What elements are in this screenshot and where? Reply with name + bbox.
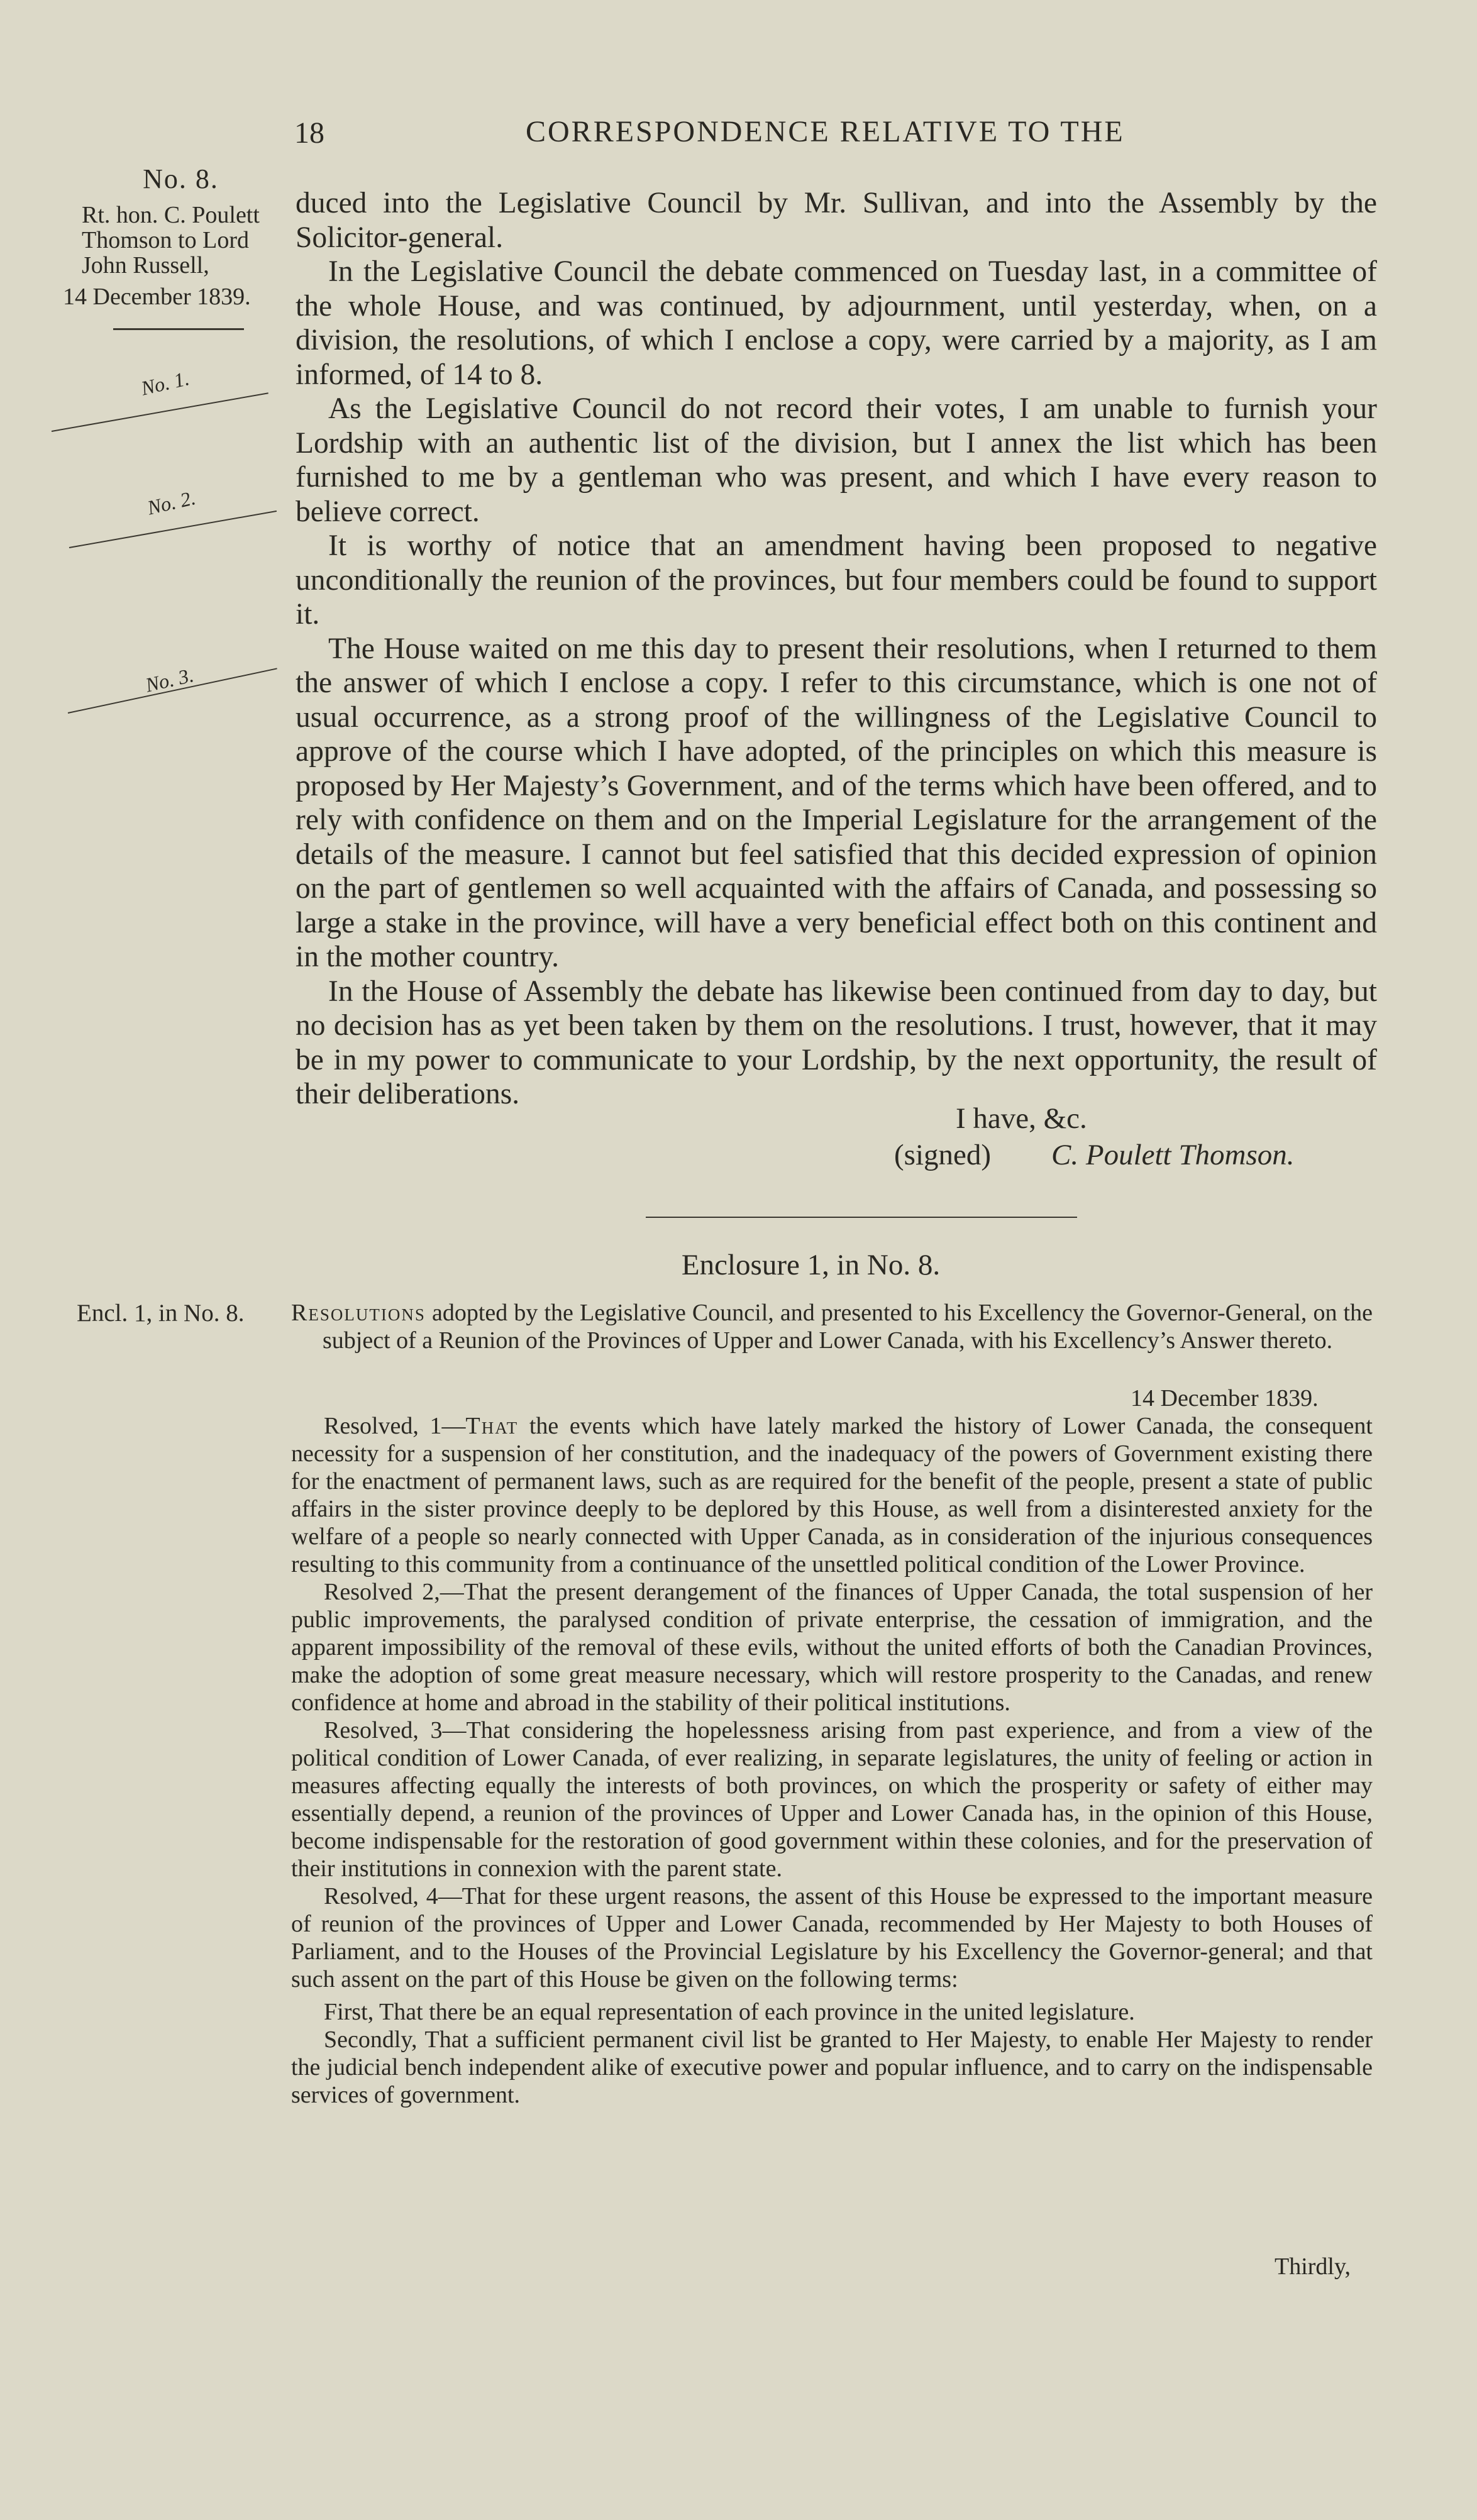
sidenote-text <box>82 202 305 278</box>
term-2: Secondly, That a sufficient permanent civil list be granted to Her Majesty, to enable Her Majesty to render the judicial bench independent alike of executive power and popular influence, and to carry on the indispensable services of government. <box>291 2026 1373 2108</box>
r1-sc: That <box>465 1413 519 1439</box>
resolution-1 <box>291 1412 1373 1578</box>
sidenote-date: 14 December 1839. <box>63 284 251 310</box>
resolution-3: Resolved, 3—That considering the hopelessness arising from past experience, and from a view of the political condition of Lower Canada, of ever realizing, in separate legislatures, the unity of feeling or action in measures affecting equally the interests of both provinces, on which the prosperity or safety of either may essentially depend, a reunion of the provinces of Upper and Lower Canada has, in the opinion of this House, become indispensable for the restoration of good government within these colonies, and for the preservation of their institutions in connexion with the parent state. <box>291 1717 1373 1882</box>
sidenote <box>69 163 292 194</box>
letter-paragraph: It is worthy of notice that an amendment having been proposed to negative unconditionally the reunion of the provinces, but four members could be found to support it. <box>296 529 1377 631</box>
signature: C. Poulett Thomson. <box>1051 1139 1295 1171</box>
letter-paragraph: As the Legislative Council do not record their votes, I am unable to furnish your Lordship with an authentic list of the division, but I annex the list which has been furnished to me by a gentleman who was present, and which I have every reason to believe correct. <box>296 392 1377 528</box>
letter-paragraph: duced into the Legislative Council by Mr. Sullivan, and into the Assembly by the Solicitor-general. <box>296 187 1377 254</box>
letter-paragraph: In the House of Assembly the debate has likewise been continued from day to day, but no decision has as yet been taken by them on the resolutions. I trust, however, that it may be in my power to communicate to your Lordship, by the next opportunity, the result of their deliberations. <box>296 975 1377 1110</box>
margin-ref-no1: No. 1. <box>138 367 192 400</box>
enclosure-heading <box>291 1299 1373 1354</box>
enclosure-date: 14 December 1839. <box>1131 1385 1319 1412</box>
running-title: CORRESPONDENCE RELATIVE TO THE <box>526 115 1125 148</box>
r1-lead: Resolved, 1— <box>324 1413 466 1439</box>
heading-rest: adopted by the Legislative Council, and presented to his Excellency the Governor-General, on the subject of a Reunion of the Provinces of Upper and Lower Canada, with his Excellency’s Answer thereto. <box>323 1300 1373 1354</box>
section-rule <box>646 1217 1077 1218</box>
catchword: Thirdly, <box>1275 2253 1351 2280</box>
page-number: 18 <box>294 116 324 150</box>
letter-signature-line <box>894 1138 1294 1172</box>
resolution-2: Resolved 2,—That the present derangement of the finances of Upper Canada, the total suspension of her public improvements, the paralysed condition of private enterprise, the cessation of immigration, and the apparent impossibility of the removal of these evils, without the united efforts of both the Canadian Provinces, make the adoption of some great measure necessary, which will restore prosperity to the Canadas, and renew confidence at home and abroad in the stability of their political institutions. <box>291 1579 1373 1716</box>
letter-paragraph: In the Legislative Council the debate commenced on Tuesday last, in a committee of the whole House, and was continued, by adjournment, until yesterday, when, on a division, the resolutions, of which I enclose a copy, were carried by a majority, as I am informed, of 14 to 8. <box>296 255 1377 391</box>
heading-lead: Resolutions <box>291 1300 426 1326</box>
signed-label: (signed) <box>894 1139 992 1171</box>
margin-ref-no3: No. 3. <box>143 663 196 697</box>
enclosure-side-label: Encl. 1, in No. 8. <box>77 1300 245 1327</box>
letter-body <box>296 186 1377 1112</box>
enclosure-heading-text <box>291 1299 1373 1354</box>
r1-rest: the events which have lately marked the history of Lower Canada, the consequent necessity for a suspension of her constitution, and the inadequacy of the powers of Government existing there for the enactment of permanent laws, such as are required for the benefit of the people, present a state of public affairs in the sister province deeply to be deplored by this House, as well from a disinterested anxiety for the welfare of a people so nearly connected with Upper Canada, as in consideration of the injurious consequences resulting to this community from a continuance of the unsettled political condition of the Lower Province. <box>291 1413 1373 1578</box>
sidenote-line: John Russell, <box>82 252 209 279</box>
sidenote-rule <box>113 328 244 330</box>
sidenote-line: Rt. hon. C. Poulett <box>82 202 260 228</box>
resolution-4: Resolved, 4—That for these urgent reasons, the assent of this House be expressed to the important measure of reunion of the provinces of Upper and Lower Canada, recommended by Her Majesty to both Houses of Parliament, and to the Houses of the Provincial Legislature by his Excellency the Governor-general; and that such assent on the part of this House be given on the following terms: <box>291 1883 1373 1992</box>
sidenote-line: Thomson to Lord <box>82 227 249 253</box>
sidenote-number: No. 8. <box>143 163 219 194</box>
enclosure-title: Enclosure 1, in No. 8. <box>681 1249 941 1281</box>
letter-paragraph: The House waited on me this day to present their resolutions, when I returned to them the answer of which I enclose a copy. I refer to this circumstance, which is one not of usual occurrence, as a strong proof of the willingness of the Legislative Council to approve of the course which I have adopted, of the principles on which this measure is proposed by Her Majesty’s Government, and of the terms which have been offered, and to rely with confidence on them and on the Imperial Legislature for the arrangement of the details of the measure. I cannot but feel satisfied that this decided expression of opinion on the part of gentlemen so well acquainted with the affairs of Canada, and possessing so large a stake in the province, will have a very beneficial effect both on this continent and in the mother country. <box>296 632 1377 973</box>
resolutions <box>291 1412 1373 2109</box>
term-1: First, That there be an equal representation of each province in the united legislature. <box>324 1999 1135 2025</box>
margin-ref-no2: No. 2. <box>145 486 198 519</box>
letter-closing: I have, &c. <box>956 1102 1087 1135</box>
margin-ref-line <box>69 511 277 548</box>
margin-ref-line <box>52 392 268 432</box>
